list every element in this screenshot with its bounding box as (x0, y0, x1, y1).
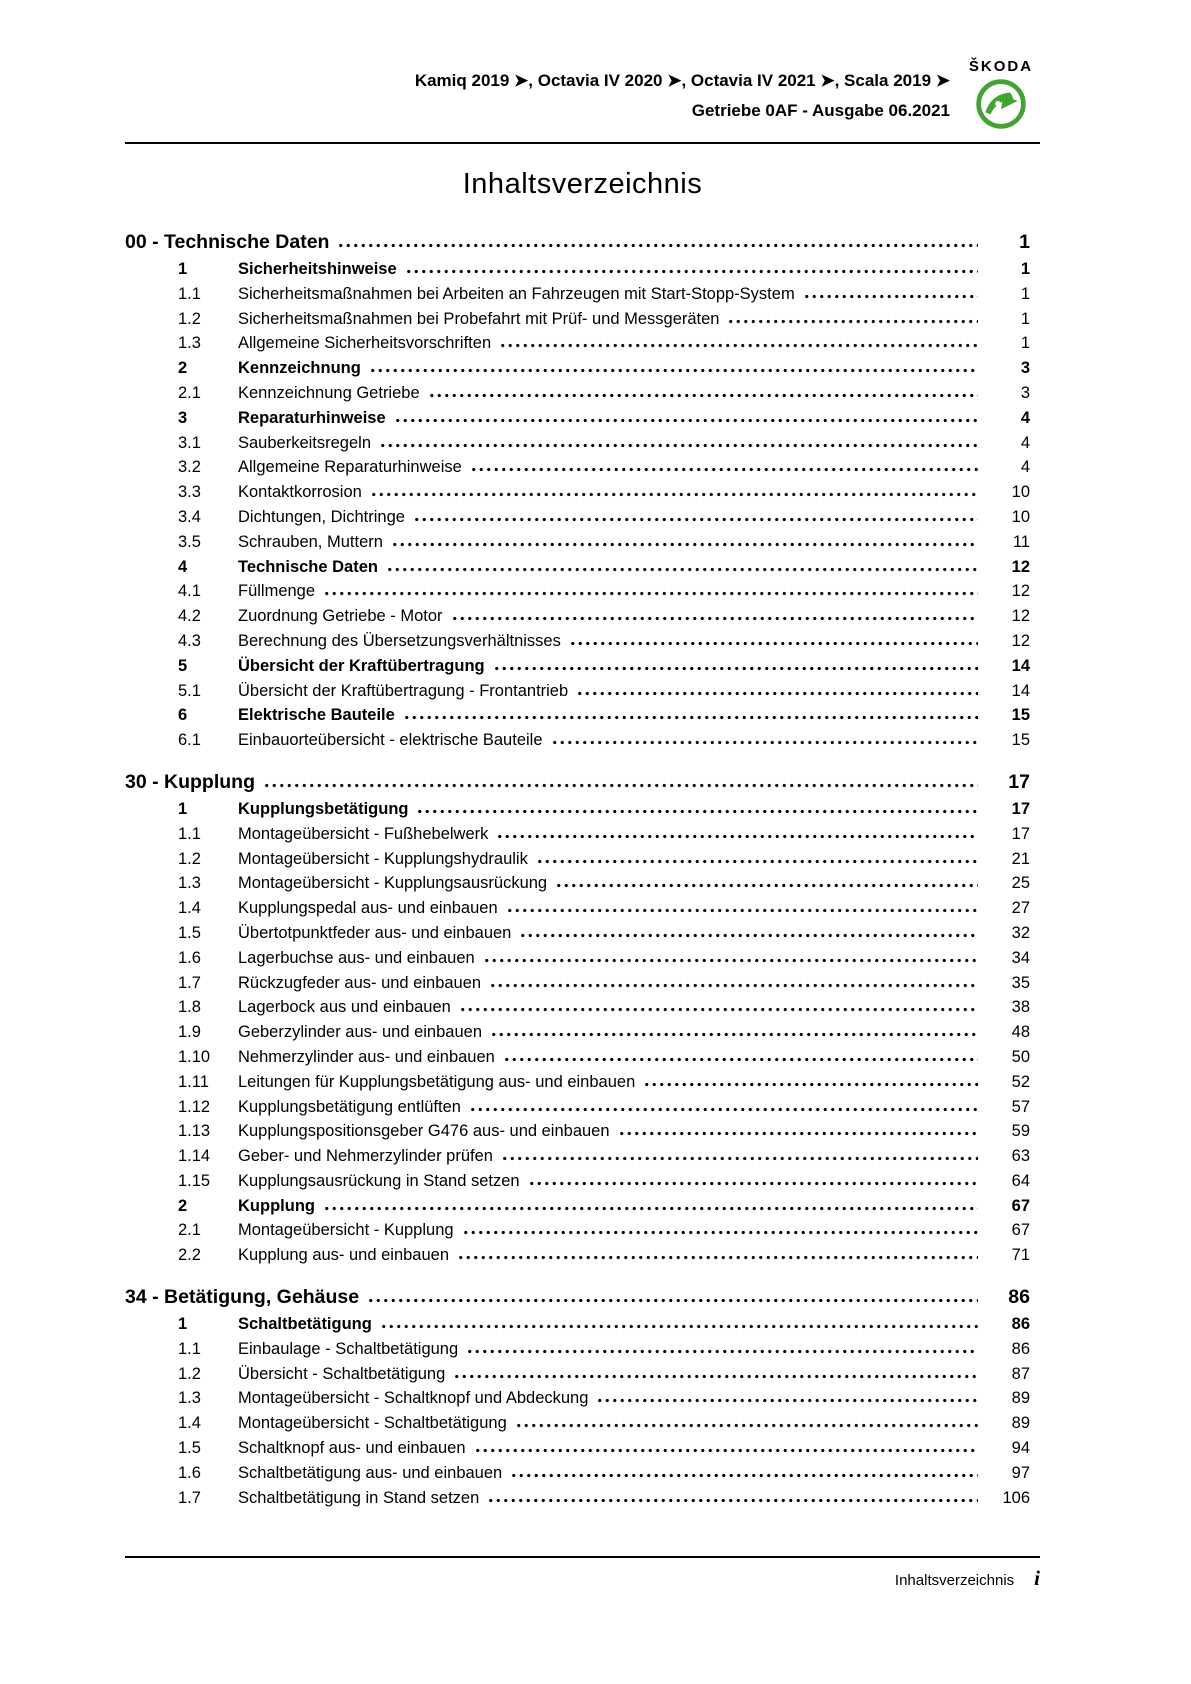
toc-entry-number: 1.2 (178, 309, 201, 328)
toc-entry-page: 63 (1011, 1147, 1030, 1166)
toc-entry (125, 871, 1040, 896)
toc-entry-label: Leitungen für Kupplungsbetätigung aus- und einbauen (238, 1072, 636, 1091)
toc-entry-number: 4.3 (178, 631, 201, 650)
toc-entry (125, 530, 1040, 555)
toc-entry (125, 1337, 1040, 1362)
toc-entry-page: 10 (1011, 483, 1030, 502)
dot-leader (386, 567, 978, 572)
toc-entry (125, 331, 1040, 356)
toc-entry-label: Geberzylinder aus- und einbauen (238, 1023, 482, 1042)
dot-leader (487, 1498, 978, 1503)
toc-entry (125, 921, 1040, 946)
toc-entry-page: 86 (1011, 1339, 1030, 1358)
dot-leader (727, 319, 978, 324)
toc-entry-page: 48 (1011, 1023, 1030, 1042)
toc-entry (125, 1362, 1040, 1387)
brand-name: ŠKODA (968, 58, 1034, 75)
dot-leader (457, 1255, 978, 1260)
toc-entry-page: 94 (1011, 1439, 1030, 1458)
toc-entry-number: 3.2 (178, 458, 201, 477)
toc-entry-label: Sauberkeitsregeln (238, 433, 371, 452)
dot-leader (323, 591, 978, 596)
toc-entry (125, 381, 1040, 406)
toc-entry-number: 1.13 (178, 1122, 211, 1141)
toc-entry (125, 679, 1040, 704)
toc-entry-page: 12 (1011, 631, 1030, 650)
toc-entry-page: 50 (1011, 1047, 1030, 1066)
toc-entry-label: Reparaturhinweise (238, 408, 386, 427)
toc-entry-label: Füllmenge (238, 582, 316, 601)
toc-entry-number: 1.3 (178, 874, 201, 893)
toc-entry-page: 34 (1011, 948, 1030, 967)
toc-entry-number: 1 (178, 260, 188, 278)
toc-entry-page: 89 (1011, 1389, 1030, 1408)
dot-leader (263, 783, 978, 788)
toc-entry (125, 847, 1040, 872)
toc-entry-label: Montageübersicht - Kupplungsausrückung (238, 874, 548, 893)
toc-entry-label: Lagerbuchse aus- und einbauen (238, 948, 475, 967)
toc-entry-page: 14 (1011, 681, 1030, 700)
toc-entry-page: 12 (1011, 557, 1030, 576)
toc-entry (125, 1436, 1040, 1461)
dot-leader (337, 243, 978, 248)
toc-entry-label: Übertotpunktfeder aus- und einbauen (238, 923, 512, 942)
toc-entry-number: 3.4 (178, 507, 201, 526)
toc-entry-number: 3.5 (178, 532, 201, 551)
toc-entry-page: 11 (1012, 532, 1030, 551)
toc-entry-number: 1.5 (178, 1439, 201, 1458)
dot-leader (323, 1206, 978, 1211)
toc-entry-label: Elektrische Bauteile (238, 706, 395, 725)
dot-leader (370, 492, 978, 497)
dot-leader (569, 641, 978, 646)
toc-entry-page: 67 (1011, 1196, 1030, 1215)
toc-entry-number: 5.1 (178, 681, 201, 700)
dot-leader (643, 1082, 978, 1087)
toc-entry-page: 15 (1011, 731, 1030, 750)
dot-leader (483, 958, 978, 963)
dot-leader (528, 1181, 978, 1186)
dot-leader (413, 517, 978, 522)
dot-leader (469, 1107, 978, 1112)
toc-entry-label: Zuordnung Getriebe - Motor (238, 607, 443, 626)
toc-section-heading (125, 767, 1040, 797)
toc-entry (125, 654, 1040, 679)
toc-entry (125, 1169, 1040, 1194)
toc-entry-label: Sicherheitsmaßnahmen bei Probefahrt mit Prüf- und Messgeräten (238, 309, 720, 328)
toc-entry-number: 1.6 (178, 948, 201, 967)
toc-entry-page: 86 (1011, 1315, 1030, 1334)
toc-entry (125, 604, 1040, 629)
toc-entry-number: 2 (178, 359, 188, 378)
dot-leader (489, 983, 978, 988)
dot-leader (403, 715, 978, 720)
dot-leader (506, 908, 978, 913)
dot-leader (394, 418, 978, 423)
toc-entry (125, 257, 1040, 282)
toc-entry (125, 505, 1040, 530)
toc-entry-label: Allgemeine Sicherheitsvorschriften (238, 334, 492, 353)
dot-leader (428, 393, 978, 398)
toc-entry-page: 3 (1020, 359, 1030, 378)
toc-entry-label: Kupplung aus- und einbauen (238, 1246, 450, 1265)
toc-entry-number: 4 (178, 557, 188, 576)
toc-entry-page: 1 (1020, 334, 1030, 353)
toc-entry (125, 629, 1040, 654)
page-title: Inhaltsverzeichnis (462, 168, 703, 200)
toc-entry-page: 35 (1011, 973, 1030, 992)
toc-entry-number: 4.2 (178, 607, 201, 626)
toc-entry-label: Montageübersicht - Schaltknopf und Abdeckung (238, 1389, 589, 1408)
toc-entry-number: 3 (178, 408, 188, 427)
toc-entry-label: Übersicht der Kraftübertragung - Frontantrieb (238, 681, 569, 700)
toc-section-heading (125, 227, 1040, 257)
toc-entry-page: 17 (1011, 799, 1030, 818)
toc-entry-label: Kennzeichnung Getriebe (238, 383, 420, 402)
dot-leader (515, 1423, 978, 1428)
skoda-logo (962, 58, 1040, 130)
toc-entry-label: Allgemeine Reparaturhinweise (238, 458, 462, 477)
dot-leader (519, 933, 978, 938)
toc-entry (125, 480, 1040, 505)
dot-leader (367, 1298, 978, 1303)
toc-entry-label: Kupplungsausrückung in Stand setzen (238, 1171, 520, 1190)
toc-entry-label: Kupplungspedal aus- und einbauen (238, 899, 498, 918)
toc-entry-number: 1.6 (178, 1463, 201, 1482)
dot-leader (503, 1057, 978, 1062)
toc-entry-number: 1.3 (178, 334, 201, 353)
toc-entry-label: Schaltbetätigung (238, 1315, 372, 1334)
toc-entry-page: 21 (1011, 849, 1030, 868)
toc-entry-number: 1.2 (178, 849, 201, 868)
toc-entry-number: 1.3 (178, 1389, 201, 1408)
toc-entry-number: 1.2 (178, 1364, 201, 1383)
toc-entry-label: Schaltbetätigung in Stand setzen (238, 1488, 480, 1507)
toc-entry (125, 1194, 1040, 1219)
toc-entry-label: Nehmerzylinder aus- und einbauen (238, 1047, 495, 1066)
dot-leader (536, 859, 978, 864)
toc-entry-number: 2.1 (178, 383, 201, 402)
toc-entry-label: Berechnung des Übersetzungsverhältnisses (238, 631, 561, 650)
toc-entry-label: Rückzugfeder aus- und einbauen (238, 973, 482, 992)
toc-entry (125, 1243, 1040, 1268)
toc-entry-number: 2.1 (178, 1221, 201, 1240)
toc-entry-page: 57 (1011, 1097, 1030, 1116)
toc-entry-number: 1.1 (178, 1339, 201, 1358)
page-footer (125, 1556, 1040, 1591)
toc-entry-number: 5 (178, 656, 188, 675)
dot-leader (499, 343, 978, 348)
toc-entry-number: 1.10 (178, 1047, 211, 1066)
toc-entry-label: Montageübersicht - Kupplung (238, 1221, 454, 1240)
dot-leader (391, 542, 978, 547)
dot-leader (462, 1230, 978, 1235)
dot-leader (470, 467, 978, 472)
toc-entry-page: 14 (1011, 656, 1030, 675)
toc-entry-page: 3 (1020, 383, 1030, 402)
toc-entry-page: 106 (1002, 1488, 1030, 1507)
toc-entry-label: Übersicht - Schaltbetätigung (238, 1364, 446, 1383)
toc-entry-number: 1 (178, 1315, 188, 1334)
toc-entry (125, 282, 1040, 307)
toc-entry (125, 1144, 1040, 1169)
toc-entry (125, 1486, 1040, 1511)
toc-section-page: 86 (1008, 1286, 1030, 1309)
toc-entry (125, 1070, 1040, 1095)
toc-entry-number: 1.14 (178, 1147, 211, 1166)
toc-entry-page: 64 (1011, 1171, 1030, 1190)
toc-entry-number: 1.7 (178, 973, 201, 992)
dot-leader (501, 1156, 978, 1161)
dot-leader (510, 1473, 978, 1478)
toc-entry-label: Übersicht der Kraftübertragung (238, 656, 485, 675)
dot-leader (496, 834, 978, 839)
toc-entry-number: 6 (178, 706, 188, 725)
toc-entry-label: Technische Daten (238, 557, 378, 576)
toc-entry (125, 1045, 1040, 1070)
toc-entry-number: 2.2 (178, 1246, 201, 1265)
toc-entry-number: 1 (178, 799, 188, 818)
toc-entry-number: 1.12 (178, 1097, 211, 1116)
toc-entry-page: 4 (1020, 433, 1030, 452)
dot-leader (576, 691, 978, 696)
toc-entry-page: 17 (1011, 824, 1030, 843)
footer-page-number: i (1034, 1566, 1040, 1590)
dot-leader (466, 1349, 978, 1354)
toc-entry-label: Sicherheitsmaßnahmen bei Arbeiten an Fahrzeugen mit Start-Stopp-System (238, 284, 795, 303)
logo-ring (979, 82, 1024, 127)
dot-leader (379, 443, 978, 448)
toc-section-page: 17 (1008, 770, 1030, 793)
toc-entry-page: 87 (1011, 1364, 1030, 1383)
toc-entry-number: 1.1 (178, 284, 201, 303)
toc-entry-page: 1 (1020, 309, 1030, 328)
toc-entry-label: Einbauorteübersicht - elektrische Bauteile (238, 731, 543, 750)
toc-entry-label: Geber- und Nehmerzylinder prüfen (238, 1147, 493, 1166)
dot-leader (453, 1374, 978, 1379)
toc-entry-page: 1 (1020, 284, 1030, 303)
toc-entry-label: Montageübersicht - Kupplungshydraulik (238, 849, 528, 868)
skoda-logo-icon (962, 78, 1040, 130)
toc-entry-page: 89 (1011, 1414, 1030, 1433)
toc-entry-page: 59 (1011, 1122, 1030, 1141)
dot-leader (369, 368, 978, 373)
toc-entry-page: 71 (1011, 1246, 1030, 1265)
toc-section-label: 00 - Technische Daten (125, 231, 330, 253)
toc-entry-number: 1.11 (178, 1072, 209, 1091)
toc-entry-label: Montageübersicht - Schaltbetätigung (238, 1414, 507, 1433)
toc-entry (125, 822, 1040, 847)
toc-entry (125, 1020, 1040, 1045)
header-models: Kamiq 2019 ➤, Octavia IV 2020 ➤, Octavia IV 2021 ➤, Scala 2019 ➤ (414, 71, 950, 90)
toc-entry-number: 1.8 (178, 998, 201, 1017)
toc-entry (125, 995, 1040, 1020)
toc-entry-page: 10 (1011, 507, 1030, 526)
dot-leader (555, 883, 978, 888)
toc-section-label: 30 - Kupplung (125, 770, 255, 793)
toc-entry (125, 455, 1040, 480)
dot-leader (405, 269, 978, 274)
toc-entry-label: Lagerbock aus und einbauen (238, 998, 451, 1017)
toc-entry-label: Kupplungsbetätigung entlüften (238, 1097, 461, 1116)
toc-section-page: 1 (1019, 231, 1030, 253)
toc-entry-number: 1.7 (178, 1488, 201, 1507)
toc-entry-number: 1.15 (178, 1171, 211, 1190)
toc-entry (125, 1218, 1040, 1243)
toc-entry-label: Sicherheitshinweise (238, 260, 397, 278)
dot-leader (451, 616, 978, 621)
toc-entry-page: 32 (1011, 923, 1030, 942)
toc-entry (125, 555, 1040, 580)
dot-leader (490, 1032, 978, 1037)
toc-entry-page: 12 (1011, 582, 1030, 601)
logo-wing-hole (995, 101, 1000, 106)
toc-entry (125, 1461, 1040, 1486)
toc-entry-label: Schaltbetätigung aus- und einbauen (238, 1463, 503, 1482)
toc-entry-page: 4 (1020, 458, 1030, 477)
header-edition: Getriebe 0AF - Ausgabe 06.2021 (691, 101, 950, 120)
toc-entry (125, 579, 1040, 604)
toc-entry (125, 1411, 1040, 1436)
toc-entry (125, 431, 1040, 456)
toc-entry-label: Schrauben, Muttern (238, 532, 383, 551)
toc-entry-page: 38 (1011, 998, 1030, 1017)
toc-entry (125, 356, 1040, 381)
dot-leader (459, 1007, 978, 1012)
toc-entry-number: 4.1 (178, 582, 201, 601)
toc-entry-page: 4 (1020, 408, 1030, 427)
footer-label: Inhaltsverzeichnis (894, 1572, 1015, 1589)
toc-entry-page: 12 (1011, 607, 1030, 626)
toc-entry-number: 1.5 (178, 923, 201, 942)
toc-entry (125, 1386, 1040, 1411)
document-page (125, 0, 1040, 1510)
toc-entry-page: 97 (1011, 1463, 1030, 1482)
dot-leader (380, 1324, 978, 1329)
dot-leader (618, 1131, 978, 1136)
toc-entry-label: Montageübersicht - Fußhebelwerk (238, 824, 489, 843)
toc-entry-number: 1.4 (178, 899, 201, 918)
toc-entry (125, 406, 1040, 431)
toc-entry (125, 703, 1040, 728)
toc-entry (125, 946, 1040, 971)
toc-entry-page: 67 (1011, 1221, 1030, 1240)
toc-entry-page: 1 (1020, 260, 1030, 278)
dot-leader (493, 666, 978, 671)
toc-entry (125, 728, 1040, 753)
toc-entry (125, 971, 1040, 996)
toc-entry (125, 896, 1040, 921)
toc-entry-number: 3.1 (178, 433, 201, 452)
header-text (125, 70, 950, 122)
toc-entry (125, 307, 1040, 332)
dot-leader (416, 809, 978, 814)
toc-entry-page: 15 (1011, 706, 1030, 725)
dot-leader (803, 294, 978, 299)
toc-entry-label: Einbaulage - Schaltbetätigung (238, 1339, 459, 1358)
toc-entry-label: Dichtungen, Dichtringe (238, 507, 405, 526)
toc-entry-label: Kupplungsbetätigung (238, 799, 409, 818)
toc-entry (125, 797, 1040, 822)
toc-entry (125, 1119, 1040, 1144)
toc (125, 227, 1040, 1510)
toc-entry-number: 6.1 (178, 731, 201, 750)
dot-leader (551, 740, 978, 745)
toc-entry-number: 3.3 (178, 483, 201, 502)
page-header (125, 58, 1040, 144)
toc-entry-label: Schaltknopf aus- und einbauen (238, 1439, 466, 1458)
dot-leader (596, 1398, 978, 1403)
toc-entry-number: 2 (178, 1196, 188, 1215)
dot-leader (474, 1448, 978, 1453)
toc-section-heading (125, 1282, 1040, 1312)
toc-section-label: 34 - Betätigung, Gehäuse (125, 1286, 360, 1309)
toc-entry-page: 25 (1011, 874, 1030, 893)
toc-entry-label: Kontaktkorrosion (238, 483, 362, 502)
toc-entry-label: Kupplungspositionsgeber G476 aus- und einbauen (238, 1122, 610, 1141)
toc-entry (125, 1312, 1040, 1337)
toc-entry-number: 1.9 (178, 1023, 201, 1042)
toc-entry-number: 1.1 (178, 824, 201, 843)
toc-entry-page: 52 (1011, 1072, 1030, 1091)
toc-entry-page: 27 (1011, 899, 1030, 918)
toc-entry-label: Kupplung (238, 1196, 315, 1215)
toc-entry-number: 1.4 (178, 1414, 201, 1433)
toc-entry (125, 1095, 1040, 1120)
toc-entry-label: Kennzeichnung (238, 359, 361, 378)
